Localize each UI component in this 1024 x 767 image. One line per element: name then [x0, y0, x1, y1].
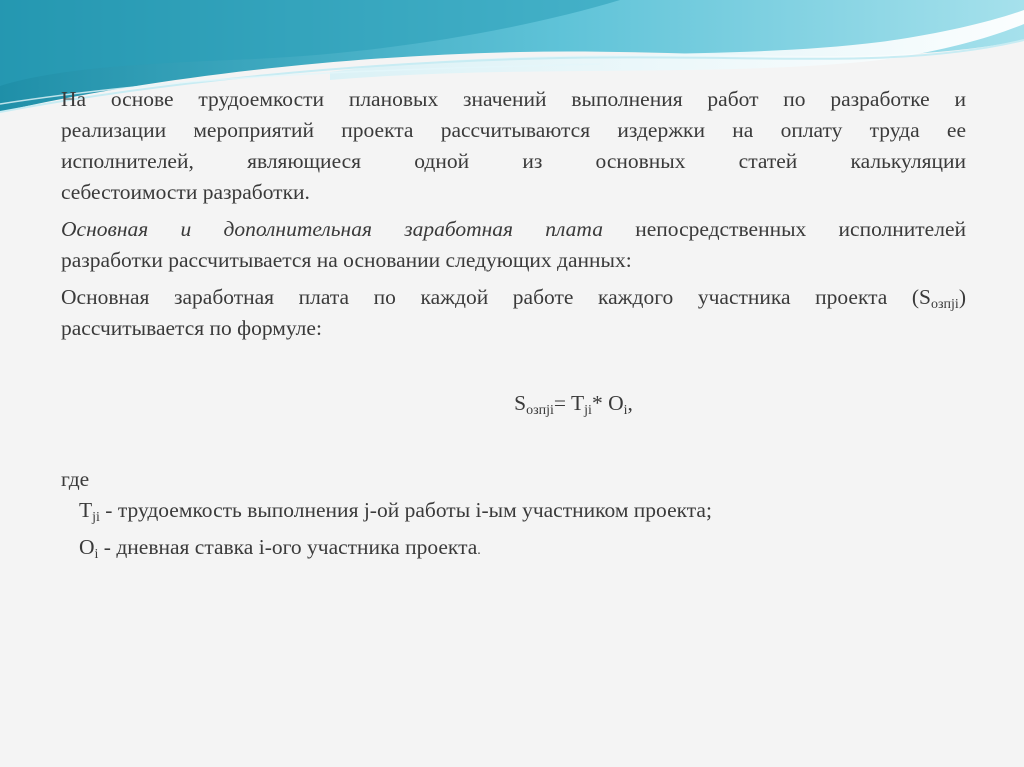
para2-italic-term: Основная и дополнительная заработная плата	[61, 217, 603, 241]
para3-line1	[61, 282, 966, 313]
def-o-period: .	[477, 543, 481, 558]
para1-line2: реализации мероприятий проекта рассчитываются издержки на оплату труда ее	[61, 118, 966, 142]
para1-line1: На основе трудоемкости плановых значений выполнения работ по разработке и	[61, 87, 966, 111]
para3-sub: озпji	[931, 297, 959, 312]
slide-body	[61, 84, 966, 566]
def-t-text: - трудоемкость выполнения j-ой работы i-ым участником проекта;	[99, 498, 712, 522]
formula-o-sub: i	[623, 403, 628, 418]
formula-mult: * O	[591, 391, 624, 415]
definition-t	[61, 495, 966, 526]
formula-t-sub: ji	[584, 403, 592, 418]
def-o-text: - дневная ставка i-ого участника проекта	[98, 535, 478, 559]
def-t-symbol: T	[79, 498, 93, 522]
para2-line2: разработки рассчитывается на основании следующих данных:	[61, 248, 632, 272]
formula-s: S	[514, 391, 527, 415]
para2-line1	[61, 214, 966, 245]
para3-close: )	[958, 285, 966, 309]
para2-line1-rest: непосредственных исполнителей	[602, 217, 966, 241]
def-o-symbol: O	[79, 535, 95, 559]
para3-line2: рассчитывается по формуле:	[61, 316, 322, 340]
formula-eq: = T	[553, 391, 585, 415]
formula-s-sub: озпji	[526, 403, 554, 418]
formula-end: ,	[627, 391, 633, 415]
salary-formula	[61, 388, 966, 419]
where-label: где	[61, 467, 90, 491]
para1-line4: себестоимости разработки.	[61, 180, 310, 204]
def-o-sub: i	[94, 547, 99, 562]
para3-line1-text: Основная заработная плата по каждой работе каждого участника проекта (S	[61, 285, 932, 309]
def-t-sub: ji	[92, 510, 100, 525]
para1-line3: исполнителей, являющиеся одной из основных статей калькуляции	[61, 149, 966, 173]
definition-o	[61, 532, 966, 566]
